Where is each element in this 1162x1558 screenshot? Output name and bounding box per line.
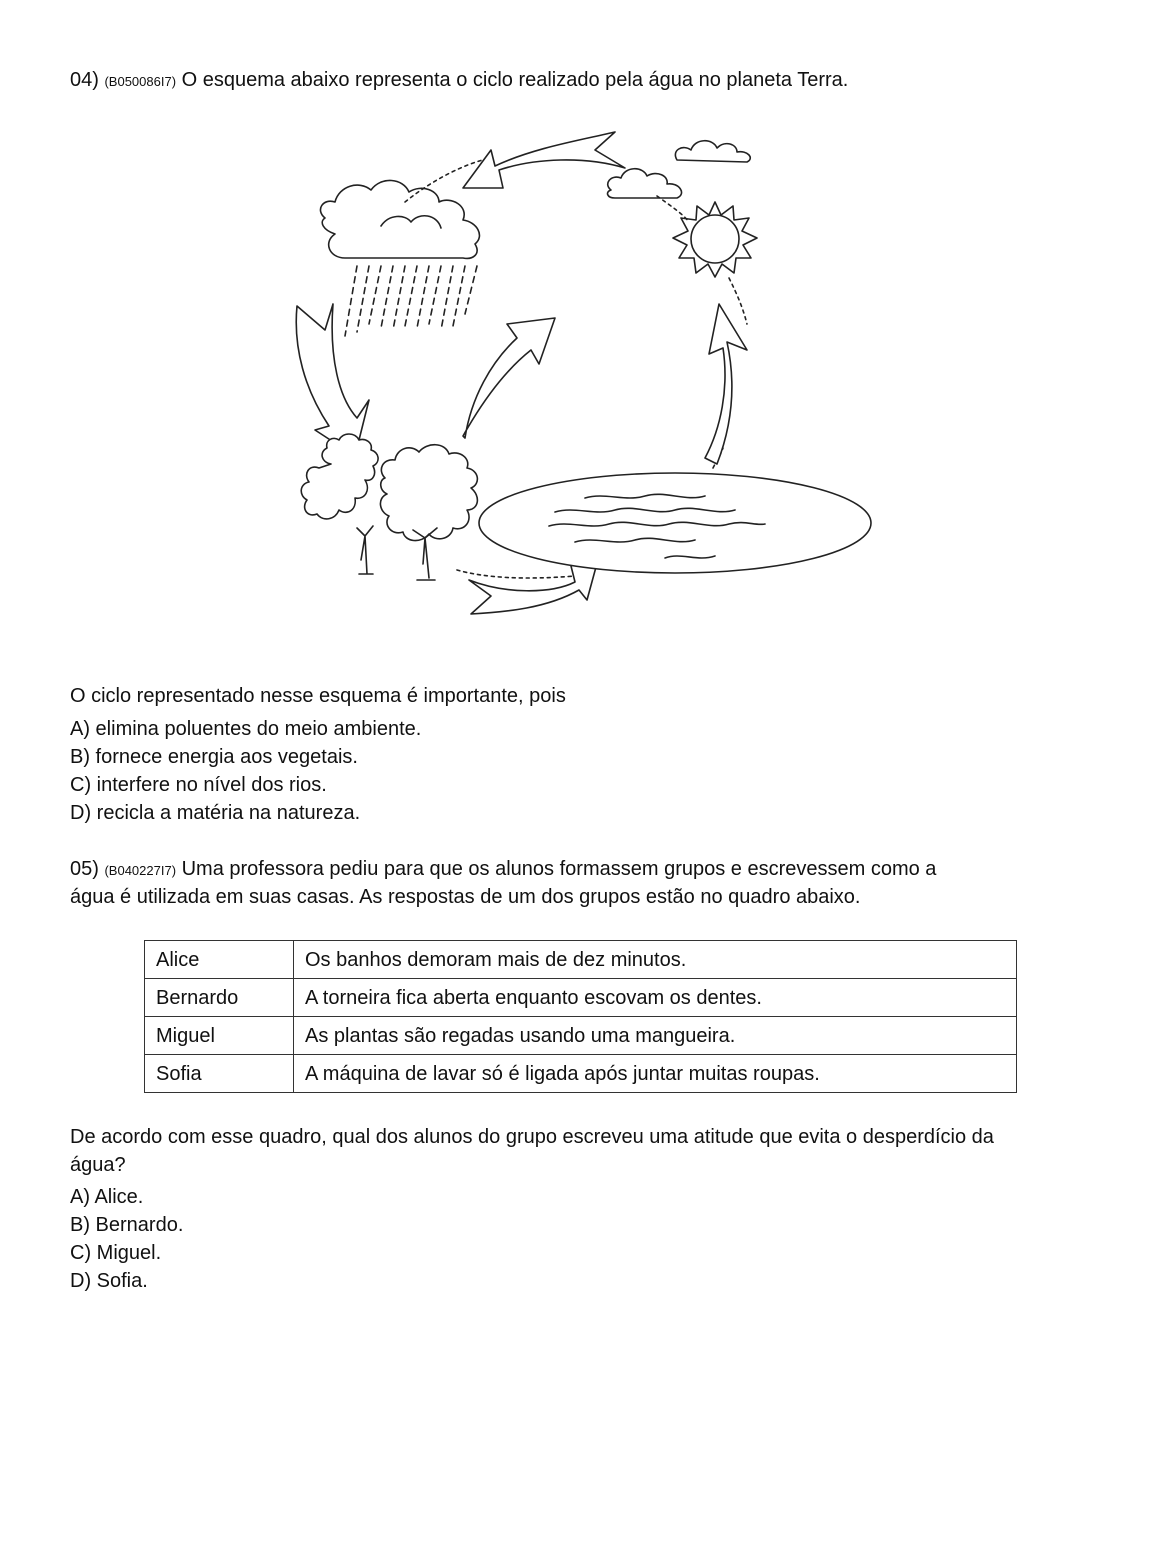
student-answer: A máquina de lavar só é ligada após juntar muitas roupas.	[294, 1055, 1017, 1093]
q5-option-c[interactable]: C) Miguel.	[70, 1242, 162, 1264]
arrow-transpiration	[463, 318, 555, 438]
arrow-condensation	[463, 132, 625, 188]
table-row	[145, 979, 1017, 1017]
student-name: Sofia	[145, 1055, 294, 1093]
q5-code: (B040227I7)	[104, 863, 177, 878]
q5-statement-line2: água é utilizada em suas casas. As respostas de um dos grupos estão no quadro abaixo.	[70, 886, 861, 908]
lake-icon	[479, 473, 871, 573]
q5-number: 05)	[70, 858, 99, 880]
arrow-evaporation	[705, 304, 747, 464]
table-row	[145, 1055, 1017, 1093]
q4-statement-text: O esquema abaixo representa o ciclo realizado pela água no planeta Terra.	[181, 69, 849, 91]
q4-option-b[interactable]: B) fornece energia aos vegetais.	[70, 746, 358, 768]
sun-icon	[673, 202, 757, 277]
tree-icon	[301, 434, 378, 574]
q4-option-c[interactable]: C) interfere no nível dos rios.	[70, 774, 327, 796]
q5-statement	[70, 855, 936, 885]
q4-option-d[interactable]: D) recicla a matéria na natureza.	[70, 802, 361, 824]
student-answer: Os banhos demoram mais de dez minutos.	[294, 941, 1017, 979]
water-cycle-diagram	[285, 118, 885, 623]
q5-option-a[interactable]: A) Alice.	[70, 1186, 144, 1208]
small-cloud-icon	[675, 141, 750, 162]
rain-drops	[345, 266, 477, 336]
table-row	[145, 1017, 1017, 1055]
q4-prompt: O ciclo representado nesse esquema é importante, pois	[70, 685, 566, 707]
tree-icon	[380, 445, 477, 580]
q4-number: 04)	[70, 69, 99, 91]
answers-table	[144, 940, 1017, 1093]
q4-option-a[interactable]: A) elimina poluentes do meio ambiente.	[70, 718, 422, 740]
q5-question: De acordo com esse quadro, qual dos alunos do grupo escreveu uma atitude que evita o desperdício da	[70, 1126, 994, 1148]
student-answer: A torneira fica aberta enquanto escovam os dentes.	[294, 979, 1017, 1017]
table-row	[145, 941, 1017, 979]
student-name: Miguel	[145, 1017, 294, 1055]
student-name: Bernardo	[145, 979, 294, 1017]
q5-question-line2: água?	[70, 1154, 126, 1176]
q4-code: (B050086I7)	[104, 74, 177, 89]
q4-statement	[70, 66, 848, 96]
student-name: Alice	[145, 941, 294, 979]
q5-option-b[interactable]: B) Bernardo.	[70, 1214, 184, 1236]
small-cloud-icon	[608, 169, 682, 198]
student-answer: As plantas são regadas usando uma mangueira.	[294, 1017, 1017, 1055]
q5-statement-text: Uma professora pediu para que os alunos formassem grupos e escrevessem como a	[181, 858, 937, 880]
rain-cloud-icon	[320, 180, 479, 258]
q5-option-d[interactable]: D) Sofia.	[70, 1270, 148, 1292]
